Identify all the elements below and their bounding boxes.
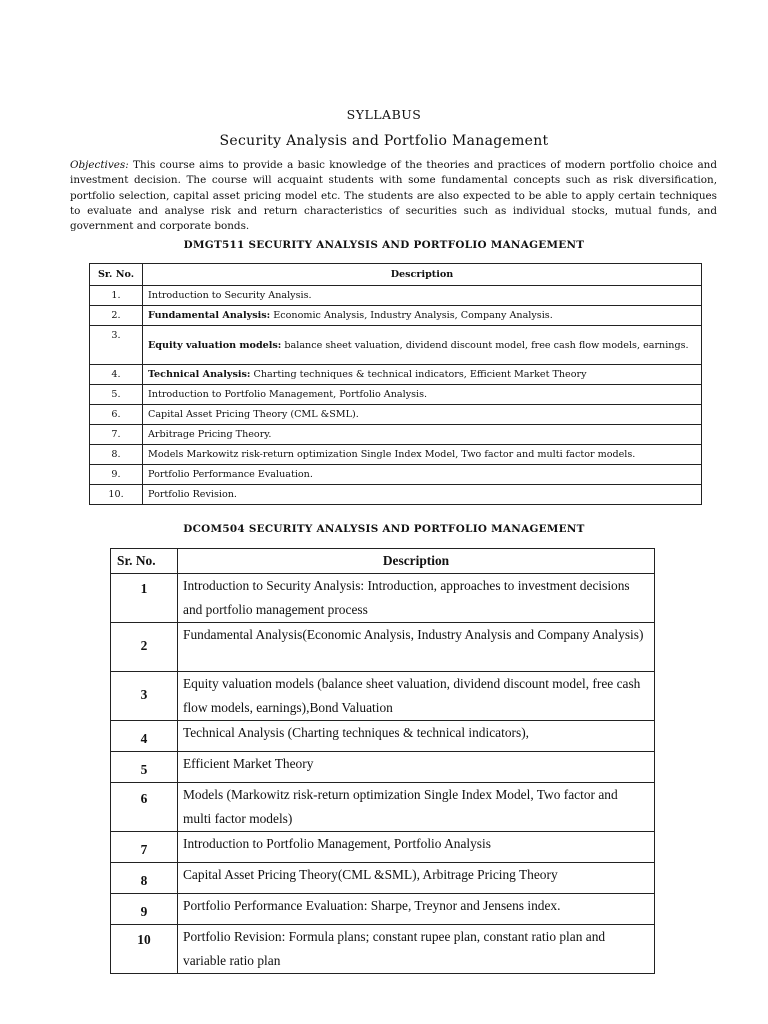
row-text: Introduction to Portfolio Management, Portfolio Analysis.	[148, 389, 428, 400]
row-description: Introduction to Portfolio Management, Portfolio Analysis	[178, 832, 655, 863]
table-row	[111, 894, 655, 925]
objectives-paragraph	[70, 158, 717, 234]
row-number: 4	[140, 731, 148, 746]
table-row	[111, 752, 655, 783]
row-number-cell	[111, 574, 178, 623]
row-description	[143, 405, 702, 425]
table-row	[111, 832, 655, 863]
row-number: 9	[140, 904, 148, 919]
row-description: Efficient Market Theory	[178, 752, 655, 783]
header-sr-no: Sr. No.	[111, 549, 178, 574]
table-row	[90, 425, 702, 445]
table-row	[90, 485, 702, 505]
row-number-cell	[111, 623, 178, 672]
table-row	[111, 623, 655, 672]
row-number-cell	[111, 925, 178, 974]
table-row	[90, 405, 702, 425]
row-number: 7	[140, 842, 148, 857]
row-number: 1	[140, 581, 148, 596]
row-number: 5	[140, 762, 148, 777]
row-number: 4.	[90, 365, 143, 385]
table-row	[90, 465, 702, 485]
row-number: 10.	[90, 485, 143, 505]
table-row	[111, 783, 655, 832]
header-description: Description	[178, 549, 655, 574]
row-number: 8	[140, 873, 148, 888]
row-number: 2.	[90, 306, 143, 326]
row-bold-label: Technical Analysis:	[148, 369, 251, 380]
row-number: 8.	[90, 445, 143, 465]
row-number-cell	[111, 894, 178, 925]
row-bold-label: Fundamental Analysis:	[148, 310, 271, 321]
row-text: balance sheet valuation, dividend discount model, free cash flow models, earnings.	[281, 339, 689, 351]
row-number: 7.	[90, 425, 143, 445]
table-row	[90, 365, 702, 385]
row-number: 3.	[90, 326, 143, 365]
row-number: 9.	[90, 465, 143, 485]
row-number-cell	[111, 863, 178, 894]
table-header-row	[111, 549, 655, 574]
header-description: Description	[143, 264, 702, 286]
table-row	[111, 574, 655, 623]
page-title: Security Analysis and Portfolio Management	[219, 133, 549, 149]
row-description: Capital Asset Pricing Theory(CML &SML), Arbitrage Pricing Theory	[178, 863, 655, 894]
dmgt511-section-title: DMGT511 SECURITY ANALYSIS AND PORTFOLIO MANAGEMENT	[183, 239, 585, 251]
table-row	[90, 326, 702, 365]
row-text: Capital Asset Pricing Theory (CML &SML).	[148, 409, 359, 420]
row-number: 10	[137, 932, 151, 947]
row-number-cell	[111, 783, 178, 832]
row-text: Portfolio Revision.	[148, 489, 237, 500]
row-number-cell	[111, 832, 178, 863]
objectives-label: Objectives:	[70, 159, 129, 171]
page-heading: SYLLABUS	[346, 107, 422, 122]
row-text: Models Markowitz risk-return optimization Single Index Model, Two factor and multi factor models.	[148, 449, 636, 460]
row-description: Technical Analysis (Charting techniques & technical indicators),	[178, 721, 655, 752]
row-description	[143, 286, 702, 306]
row-description	[143, 365, 702, 385]
row-number-cell	[111, 721, 178, 752]
row-description	[143, 485, 702, 505]
table-row	[90, 385, 702, 405]
row-description: Portfolio Revision: Formula plans; constant rupee plan, constant ratio plan and variable ratio plan	[178, 925, 655, 974]
row-number: 2	[140, 638, 148, 653]
row-description: Equity valuation models (balance sheet valuation, dividend discount model, free cash flow models, earnings),Bond Valuation	[178, 672, 655, 721]
row-number-cell	[111, 672, 178, 721]
dmgt511-table	[89, 263, 702, 505]
row-text: Economic Analysis, Industry Analysis, Company Analysis.	[270, 310, 553, 321]
table-header-row	[90, 264, 702, 286]
row-number: 3	[140, 687, 148, 702]
table-row	[90, 445, 702, 465]
table-row	[111, 925, 655, 974]
row-description: Portfolio Performance Evaluation: Sharpe, Treynor and Jensens index.	[178, 894, 655, 925]
row-number-cell	[111, 752, 178, 783]
row-number: 1.	[90, 286, 143, 306]
row-description	[143, 445, 702, 465]
row-description	[143, 306, 702, 326]
header-sr-no: Sr. No.	[90, 264, 143, 286]
row-description	[143, 425, 702, 445]
row-text: Charting techniques & technical indicators, Efficient Market Theory	[250, 369, 587, 380]
table-row	[111, 721, 655, 752]
row-bold-label: Equity valuation models:	[148, 339, 282, 351]
row-text: Arbitrage Pricing Theory.	[148, 429, 272, 440]
row-text: Portfolio Performance Evaluation.	[148, 469, 313, 480]
table-row	[111, 672, 655, 721]
row-description	[143, 326, 702, 365]
row-description: Fundamental Analysis(Economic Analysis, Industry Analysis and Company Analysis)	[178, 623, 655, 672]
row-number: 6.	[90, 405, 143, 425]
row-description	[143, 465, 702, 485]
table-row	[90, 306, 702, 326]
row-number: 6	[140, 791, 148, 806]
dcom504-section-title: DCOM504 SECURITY ANALYSIS AND PORTFOLIO MANAGEMENT	[183, 523, 585, 535]
row-text: Introduction to Security Analysis.	[148, 290, 312, 301]
row-description: Introduction to Security Analysis: Introduction, approaches to investment decisions and portfolio management process	[178, 574, 655, 623]
table-row	[111, 863, 655, 894]
dcom504-table	[110, 548, 655, 974]
table-row	[90, 286, 702, 306]
row-description: Models (Markowitz risk-return optimization Single Index Model, Two factor and multi factor models)	[178, 783, 655, 832]
objectives-text: This course aims to provide a basic knowledge of the theories and practices of modern portfolio choice and investment decision. The course will acquaint students with some fundamental concepts such as risk diversification, portfolio selection, capital asset pricing model etc. The students are also expected to be able to apply certain techniques to evaluate and analyse risk and return characteristics of securities such as individual stocks, mutual funds, and government and corporate bonds.	[70, 159, 717, 233]
row-description	[143, 385, 702, 405]
row-number: 5.	[90, 385, 143, 405]
